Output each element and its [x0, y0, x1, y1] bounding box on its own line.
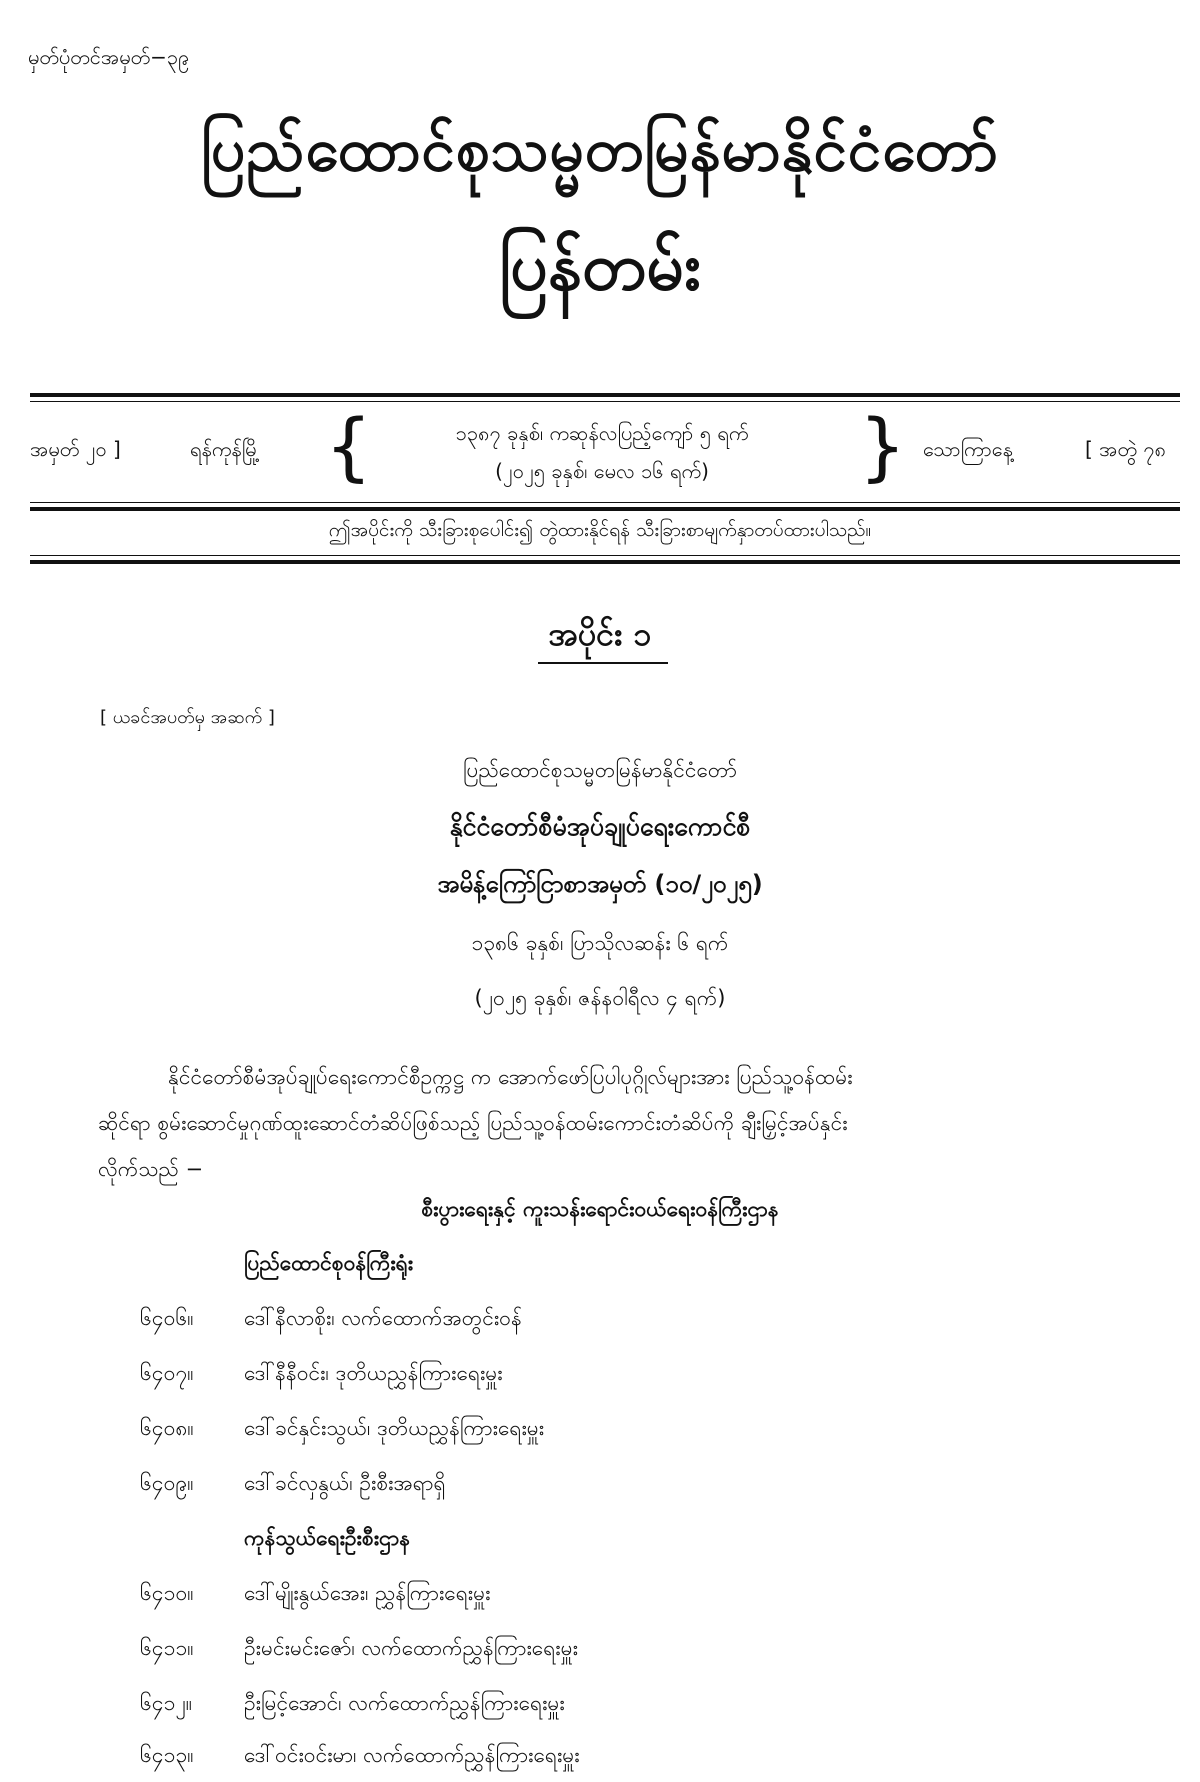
section-heading: ပြည်ထောင်စုဝန်ကြီးရုံး — [244, 1251, 414, 1275]
masthead-title: ပြန်တမ်း — [499, 228, 701, 305]
item-number: ၆၄၁၂။ — [140, 1691, 193, 1715]
part-heading: အပိုင်း ၁ — [548, 615, 652, 653]
list-item — [0, 1415, 1200, 1455]
item-number: ၆၄၁၀။ — [140, 1581, 194, 1605]
separate-page-note: ဤအပိုင်းကို သီးခြားစုပေါင်း၍ တွဲထားနိုင်ရန် သီးခြားစာမျက်နှာတပ်ထားပါသည်။ — [328, 519, 872, 541]
issue-number: အမှတ် ၂၀ ] — [30, 437, 121, 461]
list-item — [0, 1580, 1200, 1620]
item-text: ဒေါ်နီလာစိုး၊ လက်ထောက်အတွင်းဝန် — [244, 1306, 522, 1330]
order-body-line-1: နိုင်ငံတော်စီမံအုပ်ချုပ်ရေးကောင်စီဥက္ကဋ္ဌ က အောက်ဖော်ပြပါပုဂ္ဂိုလ်များအား ပြည်သူ့ဝန်ထမ်း — [168, 1065, 853, 1089]
item-text: ဒေါ်ဝင်းဝင်းမာ၊ လက်ထောက်ညွှန်ကြားရေးမှူး — [244, 1743, 580, 1767]
order-body-line-3: လိုက်သည် − — [98, 1157, 204, 1181]
top-rule-thin — [30, 401, 1180, 402]
item-text: ဒေါ်ခင်လှနွယ်၊ ဦးစီးအရာရှိ — [244, 1471, 446, 1495]
left-brace: { — [325, 404, 373, 490]
item-text: ဦးမြင့်အောင်၊ လက်ထောက်ညွှန်ကြားရေးမှူး — [244, 1691, 565, 1715]
masthead-country: ပြည်ထောင်စုသမ္မတမြန်မာနိုင်ငံတော် — [201, 115, 999, 185]
issue-weekday: သောကြာနေ့ — [923, 437, 1013, 461]
right-brace: } — [859, 404, 907, 490]
item-number: ၆၄၀၉။ — [140, 1471, 194, 1495]
registration-number: မှတ်ပုံတင်အမှတ်−၃၉ — [28, 45, 190, 69]
part-heading-underline — [538, 662, 668, 664]
item-number: ၆၄၀၈။ — [140, 1416, 194, 1440]
item-text: ဦးမင်းမင်းဇော်၊ လက်ထောက်ညွှန်ကြားရေးမှူး — [244, 1636, 578, 1660]
ministry-heading: စီးပွားရေးနှင့် ကူးသန်းရောင်းဝယ်ရေးဝန်ကြီးဌာန — [421, 1197, 779, 1221]
order-date-gregorian: (၂၀၂၅ ခုနှစ်၊ ဇန်နဝါရီလ ၄ ရက်) — [474, 986, 726, 1010]
section-heading: ကုန်သွယ်ရေးဦးစီးဌာန — [244, 1526, 411, 1550]
issue-band — [30, 404, 1180, 504]
list-item — [0, 1635, 1200, 1675]
order-council: နိုင်ငံတော်စီမံအုပ်ချုပ်ရေးကောင်စီ — [449, 812, 751, 841]
bottom-rule-thick — [30, 560, 1180, 564]
order-body-line-2: ဆိုင်ရာ စွမ်းဆောင်မှုဂုဏ်ထူးဆောင်တံဆိပ်ဖြစ်သည့် ပြည်သူ့ဝန်ထမ်းကောင်းတံဆိပ်ကို ချီးမြှင့်အပ်နှင်း — [98, 1111, 848, 1135]
mid-rule-thin — [30, 502, 1180, 503]
order-number: အမိန့်ကြော်ငြာစာအမှတ် (၁၀/၂၀၂၅) — [437, 870, 763, 898]
list-item — [0, 1690, 1200, 1730]
item-text: ဒေါ်မျိုးနွယ်အေး၊ ညွှန်ကြားရေးမှူး — [244, 1581, 491, 1605]
item-number: ၆၄၁၁။ — [140, 1636, 194, 1660]
issue-volume: [ အတွဲ ၇၈ — [1085, 437, 1167, 461]
order-body — [98, 1054, 1098, 1192]
order-date-burmese: ၁၃၈၆ ခုနှစ်၊ ပြာသိုလဆန်း ၆ ရက် — [471, 931, 729, 955]
item-number: ၆၄၀၆။ — [140, 1306, 194, 1330]
item-number: ၆၄၀၇။ — [140, 1361, 194, 1385]
item-text: ဒေါ်ခင်နှင်းသွယ်၊ ဒုတိယညွှန်ကြားရေးမှူး — [244, 1416, 545, 1440]
mid-rule-thick — [30, 507, 1180, 511]
item-text: ဒေါ်နီနီဝင်း၊ ဒုတိယညွှန်ကြားရေးမှူး — [244, 1361, 503, 1385]
issue-date-burmese: ၁၃၈၇ ခုနှစ်၊ ကဆုန်လပြည့်ကျော် ၅ ရက် — [455, 421, 749, 445]
top-rule-thick — [30, 393, 1180, 397]
item-number: ၆၄၁၃။ — [140, 1743, 194, 1767]
list-item — [0, 1470, 1200, 1510]
order-country: ပြည်ထောင်စုသမ္မတမြန်မာနိုင်ငံတော် — [462, 758, 737, 782]
list-item — [0, 1305, 1200, 1345]
list-item — [0, 1360, 1200, 1400]
issue-date-gregorian: (၂၀၂၅ ခုနှစ်၊ မေလ ၁၆ ရက်) — [495, 459, 709, 483]
bottom-rule-thin — [30, 555, 1180, 556]
issue-city: ရန်ကုန်မြို့ — [190, 437, 260, 461]
continued-label: [ ယခင်အပတ်မှ အဆက် ] — [100, 707, 275, 728]
list-item — [0, 1742, 1200, 1782]
